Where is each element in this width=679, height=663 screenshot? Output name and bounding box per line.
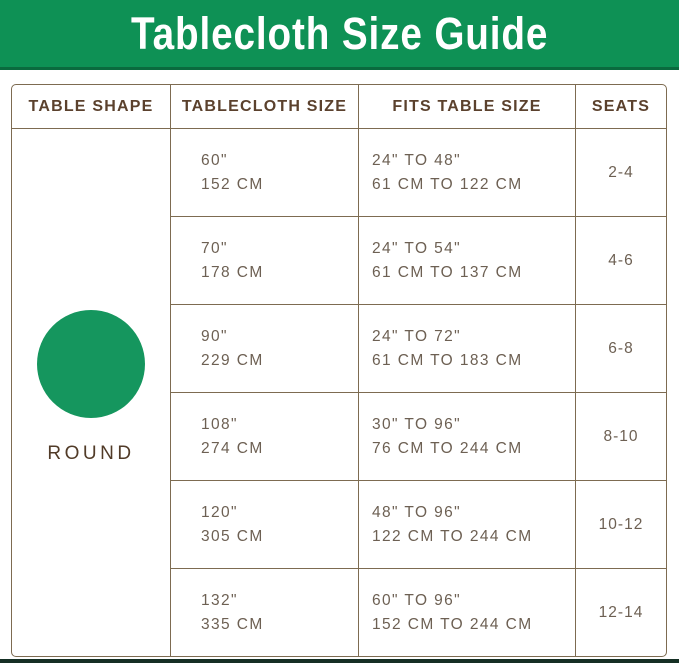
fits-table-size-cell	[358, 304, 575, 392]
shape-label: ROUND	[47, 443, 135, 464]
seats-value: 4-6	[608, 251, 634, 269]
seats-cell	[575, 568, 666, 656]
fits-inches: 24" TO 54"	[372, 239, 462, 257]
seats-value: 12-14	[598, 603, 644, 621]
seats-cell	[575, 304, 666, 392]
seats-value: 10-12	[598, 515, 644, 533]
header-cell-seats: SEATS	[575, 85, 666, 128]
size-inches: 108"	[201, 415, 238, 433]
fits-inches: 30" TO 96"	[372, 415, 462, 433]
header-cell-tablecloth-size: TABLECLOTH SIZE	[170, 85, 358, 128]
size-inches: 132"	[201, 591, 238, 609]
size-inches: 90"	[201, 327, 228, 345]
fits-inches: 48" TO 96"	[372, 503, 462, 521]
seats-cell	[575, 392, 666, 480]
page-title: Tablecloth Size Guide	[130, 7, 549, 59]
fits-inches: 24" TO 72"	[372, 327, 462, 345]
fits-cm: 61 CM TO 137 CM	[372, 263, 523, 281]
size-inches: 120"	[201, 503, 238, 521]
size-cm: 274 CM	[201, 439, 264, 457]
fits-inches: 60" TO 96"	[372, 591, 462, 609]
fits-table-size-cell	[358, 568, 575, 656]
fits-cm: 152 CM TO 244 CM	[372, 615, 533, 633]
seats-cell	[575, 480, 666, 568]
fits-table-size-cell	[358, 216, 575, 304]
fits-inches: 24" TO 48"	[372, 151, 462, 169]
tablecloth-size-cell	[170, 480, 358, 568]
tablecloth-size-cell	[170, 128, 358, 216]
fits-table-size-cell	[358, 392, 575, 480]
seats-cell	[575, 128, 666, 216]
size-cm: 178 CM	[201, 263, 264, 281]
header-cell-fits-table-size: FITS TABLE SIZE	[358, 85, 575, 128]
fits-cm: 61 CM TO 183 CM	[372, 351, 523, 369]
bottom-accent-bar	[0, 659, 679, 663]
header-cell-table-shape: TABLE SHAPE	[28, 97, 154, 115]
tablecloth-size-cell	[170, 216, 358, 304]
fits-table-size-cell	[358, 480, 575, 568]
fits-table-size-cell	[358, 128, 575, 216]
size-cm: 152 CM	[201, 175, 264, 193]
round-table-icon	[37, 310, 145, 418]
seats-value: 6-8	[608, 339, 634, 357]
fits-cm: 61 CM TO 122 CM	[372, 175, 523, 193]
fits-cm: 122 CM TO 244 CM	[372, 527, 533, 545]
fits-cm: 76 CM TO 244 CM	[372, 439, 523, 457]
size-cm: 335 CM	[201, 615, 264, 633]
size-cm: 305 CM	[201, 527, 264, 545]
table-shape-cell	[12, 128, 170, 656]
size-inches: 70"	[201, 239, 228, 257]
tablecloth-size-cell	[170, 568, 358, 656]
tablecloth-size-cell	[170, 392, 358, 480]
size-cm: 229 CM	[201, 351, 264, 369]
seats-cell	[575, 216, 666, 304]
title-banner	[0, 0, 679, 70]
seats-value: 8-10	[603, 427, 639, 445]
tablecloth-size-cell	[170, 304, 358, 392]
seats-value: 2-4	[608, 163, 634, 181]
size-inches: 60"	[201, 151, 228, 169]
size-guide-table	[11, 84, 667, 657]
